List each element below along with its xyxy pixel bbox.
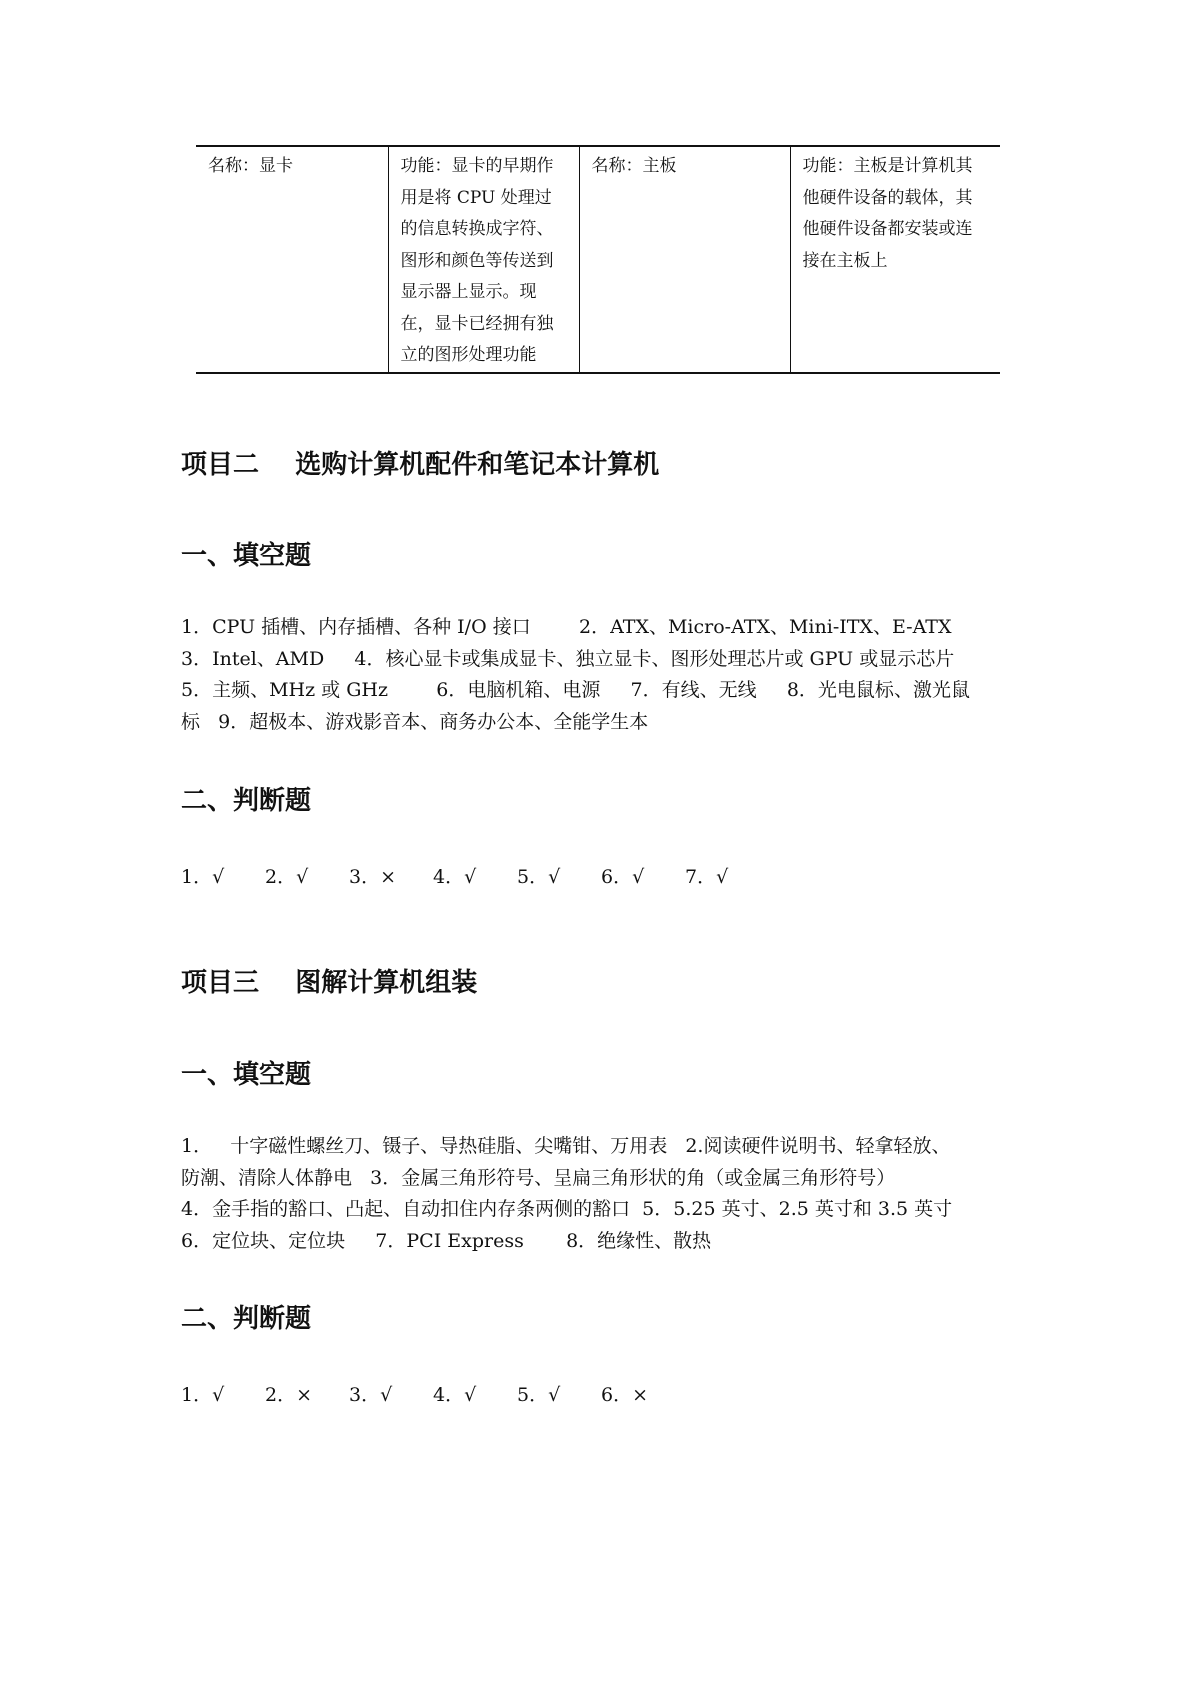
project3-judge-answers <box>181 1380 685 1407</box>
judge-item: 5．√ <box>517 866 561 888</box>
table-cell-name-gpu: 名称：显卡 <box>208 156 293 176</box>
project2-fill-title: 一、填空题 <box>181 541 312 571</box>
judge-item: 3．√ <box>349 1384 393 1406</box>
answer-line: 6．定位块、定位块 7．PCI Express 8．绝缘性、散热 <box>181 1229 712 1252</box>
project2-judge-title: 二、判断题 <box>181 786 312 816</box>
judge-item: 1．√ <box>181 866 225 888</box>
judge-item: 1．√ <box>181 1384 225 1406</box>
judge-item: 6．√ <box>601 866 645 888</box>
project3-judge-title: 二、判断题 <box>181 1304 312 1334</box>
answer-line: 1． 十字磁性螺丝刀、镊子、导热硅脂、尖嘴钳、万用表 2.阅读硬件说明书、轻拿轻放、 <box>181 1135 951 1157</box>
answer-line: 1．CPU 插槽、内存插槽、各种 I/O 接口 2．ATX、Micro-ATX、Mini-ITX、E-ATX <box>181 616 952 638</box>
judge-item: 3．× <box>349 866 397 888</box>
project2-judge-answers <box>181 862 769 889</box>
judge-item: 2．√ <box>265 866 309 888</box>
answer-line: 4．金手指的豁口、凸起、自动扣住内存条两侧的豁口 5．5.25 英寸、2.5 英寸和 3.5 英寸 <box>181 1198 953 1220</box>
project3-fill-answers <box>181 1131 1021 1257</box>
project2-fill-answers <box>181 612 1021 738</box>
table-row <box>196 146 1000 373</box>
judge-item: 5．√ <box>517 1384 561 1406</box>
answer-line: 防潮、清除人体静电 3．金属三角形符号、呈扁三角形状的角（或金属三角形符号） <box>181 1166 896 1189</box>
project2-title: 项目二 选购计算机配件和笔记本计算机 <box>181 450 660 480</box>
table-cell-function-gpu: 功能：显卡的早期作用是将 CPU 处理过的信息转换成字符、图形和颜色等传送到显示器上显示。现在，显卡已经拥有独立的图形处理功能 <box>388 146 579 373</box>
judge-item: 4．√ <box>433 866 477 888</box>
judge-item: 2．× <box>265 1384 313 1406</box>
table-cell-name-motherboard: 名称：主板 <box>579 146 790 373</box>
answer-line: 5．主频、MHz 或 GHz 6．电脑机箱、电源 7．有线、无线 8．光电鼠标、激光鼠 <box>181 679 970 701</box>
judge-item: 7．√ <box>685 866 729 888</box>
judge-item: 4．√ <box>433 1384 477 1406</box>
project3-title: 项目三 图解计算机组装 <box>181 968 478 998</box>
judge-item: 6．× <box>601 1384 649 1406</box>
answer-line: 3．Intel、AMD 4．核心显卡或集成显卡、独立显卡、图形处理芯片或 GPU 或显示芯片 <box>181 647 955 670</box>
project3-fill-title: 一、填空题 <box>181 1060 312 1090</box>
component-table <box>196 145 1000 374</box>
table-cell-function-motherboard: 功能：主板是计算机其他硬件设备的载体，其他硬件设备都安装或连接在主板上 <box>790 146 1000 373</box>
answer-line: 标 9．超极本、游戏影音本、商务办公本、全能学生本 <box>181 710 649 733</box>
